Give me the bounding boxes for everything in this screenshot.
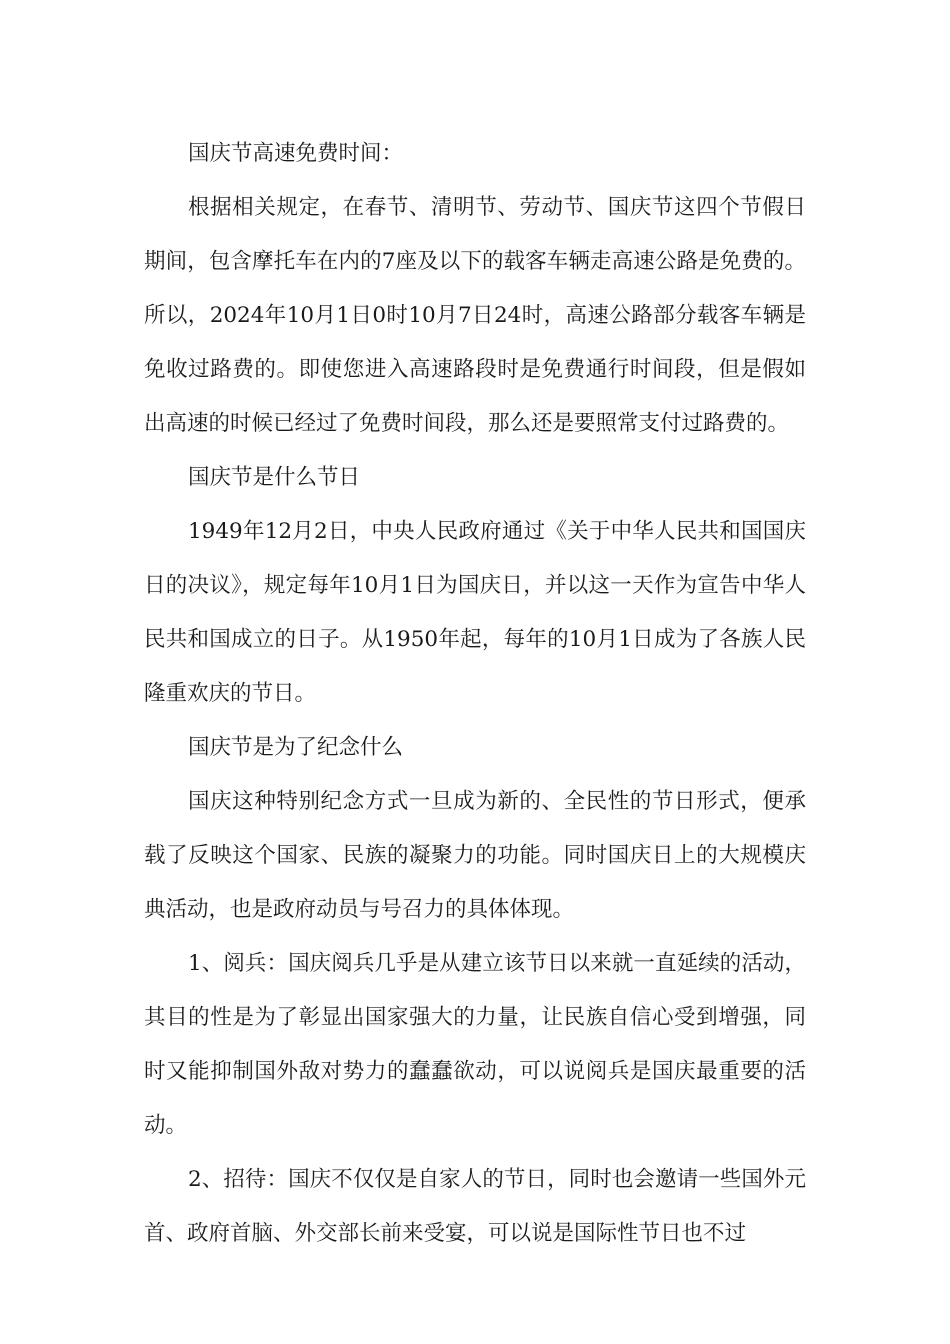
paragraph-commemorate-meaning: 国庆这种特别纪念方式一旦成为新的、全民性的节日形式，便承载了反映这个国家、民族的凝聚力的功能。同时国庆日上的大规模庆典活动，也是政府动员与号召力的具体体现。 <box>144 789 806 922</box>
paragraph-free-time-rules: 根据相关规定，在春节、清明节、劳动节、国庆节这四个节假日期间，包含摩托车在内的7座及以下的载客车辆走高速公路是免费的。所以，2024年10月1日0时10月7日24时，高速公路部分载客车辆是免收过路费的。即使您进入高速路段时是免费通行时间段，但是假如出高速的时候已经过了免费时间段，那么还是要照常支付过路费的。 <box>144 195 806 436</box>
paragraph-heading-what-festival: 国庆节是什么节日 <box>188 465 361 490</box>
document-body <box>144 127 806 1261</box>
paragraph-heading-commemorate: 国庆节是为了纪念什么 <box>188 735 404 760</box>
paragraph-military-parade: 1、阅兵：国庆阅兵几乎是从建立该节日以来就一直延续的活动，其目的性是为了彰显出国家强大的力量，让民族自信心受到增强，同时又能抑制国外敌对势力的蠢蠢欲动，可以说阅兵是国庆最重要的活动。 <box>144 951 806 1138</box>
paragraph-reception: 2、招待：国庆不仅仅是自家人的节日，同时也会邀请一些国外元首、政府首脑、外交部长前来受宴，可以说是国际性节日也不过 <box>144 1167 806 1246</box>
paragraph-festival-history: 1949年12月2日，中央人民政府通过《关于中华人民共和国国庆日的决议》，规定每年10月1日为国庆日，并以这一天作为宣告中华人民共和国成立的日子。从1950年起，每年的10月1日成为了各族人民隆重欢庆的节日。 <box>144 519 806 706</box>
paragraph-heading-free-time: 国庆节高速免费时间： <box>188 141 404 166</box>
